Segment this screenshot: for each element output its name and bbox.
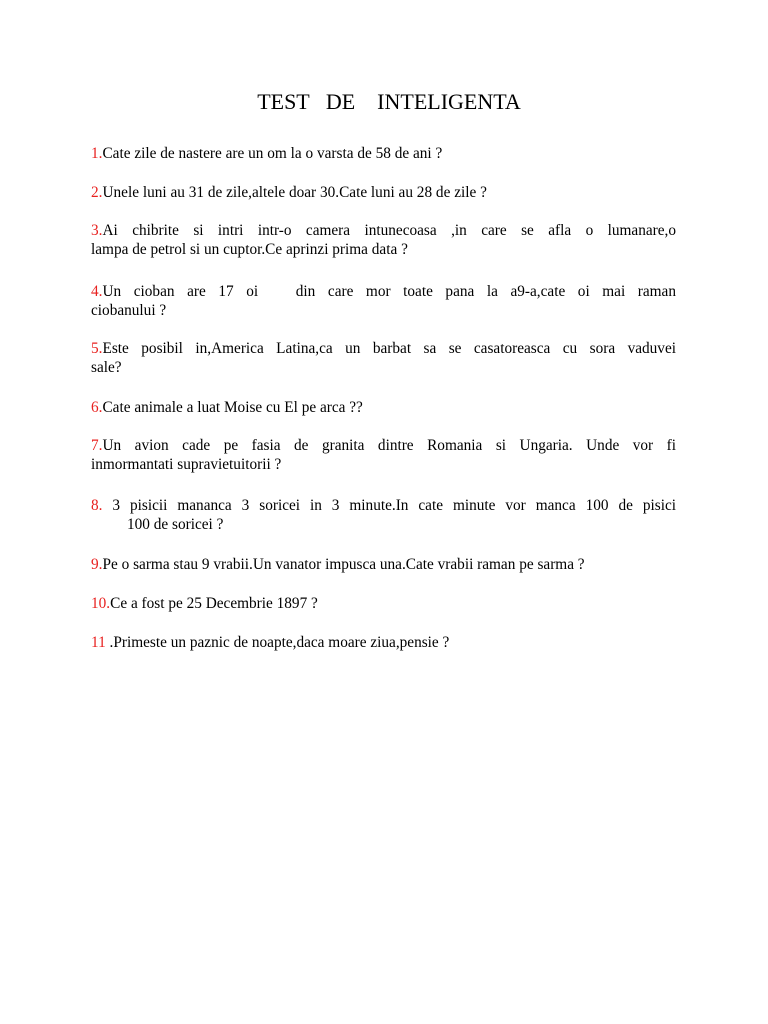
question-number: 7. [91, 437, 103, 454]
question-text: Unele luni au 31 de zile,altele doar 30.Cate luni au 28 de zile ? [102, 184, 487, 201]
question-text-line-2: lampa de petrol si un cuptor.Ce aprinzi prima data ? [91, 241, 408, 258]
question-text-line-1: Un avion cade pe fasia de granita dintre Romania si Ungaria. Unde vor fi [102, 437, 676, 454]
question-number: 8. [91, 497, 103, 514]
question-8 [91, 496, 676, 534]
question-text-line-1: Ai chibrite si intri intr-o camera intunecoasa ,in care se afla o lumanare,o [102, 222, 676, 239]
question-text-line-2: ciobanului ? [91, 302, 167, 319]
question-text-line-1: 3 pisicii mananca 3 soricei in 3 minute.In cate minute vor manca 100 de pisici [102, 497, 676, 514]
question-4 [91, 282, 676, 320]
question-number: 1. [91, 145, 103, 162]
question-2 [91, 183, 676, 202]
question-text: Cate animale a luat Moise cu El pe arca ?? [102, 399, 363, 416]
question-text-line-1: Un cioban are 17 oi din care mor toate pana la a9-a,cate oi mai raman [102, 283, 676, 300]
question-5 [91, 339, 676, 377]
question-text: Pe o sarma stau 9 vrabii.Un vanator impusca una.Cate vrabii raman pe sarma ? [102, 556, 585, 573]
question-7 [91, 436, 676, 474]
question-11 [91, 633, 676, 652]
question-10 [91, 594, 676, 613]
question-text-line-2: 100 de soricei ? [127, 516, 224, 533]
question-number: 9. [91, 556, 103, 573]
question-number: 10. [91, 595, 111, 612]
question-number: 6. [91, 399, 103, 416]
question-text-line-1: Este posibil in,America Latina,ca un barbat sa se casatoreasca cu sora vaduvei [102, 340, 676, 357]
question-text: Ce a fost pe 25 Decembrie 1897 ? [110, 595, 318, 612]
question-number: 3. [91, 222, 103, 239]
question-text-line-2: sale? [91, 359, 122, 376]
question-9 [91, 555, 676, 574]
question-number: 11 [91, 634, 106, 651]
question-number: 4. [91, 283, 103, 300]
question-1 [91, 144, 676, 163]
question-text: .Primeste un paznic de noapte,daca moare ziua,pensie ? [105, 634, 450, 651]
document-title: TEST DE INTELIGENTA [257, 89, 521, 114]
question-3 [91, 221, 676, 259]
question-text-line-2: inmormantati supravietuitorii ? [91, 456, 282, 473]
question-6 [91, 398, 676, 417]
question-number: 5. [91, 340, 103, 357]
question-number: 2. [91, 184, 103, 201]
question-text: Cate zile de nastere are un om la o varsta de 58 de ani ? [102, 145, 443, 162]
